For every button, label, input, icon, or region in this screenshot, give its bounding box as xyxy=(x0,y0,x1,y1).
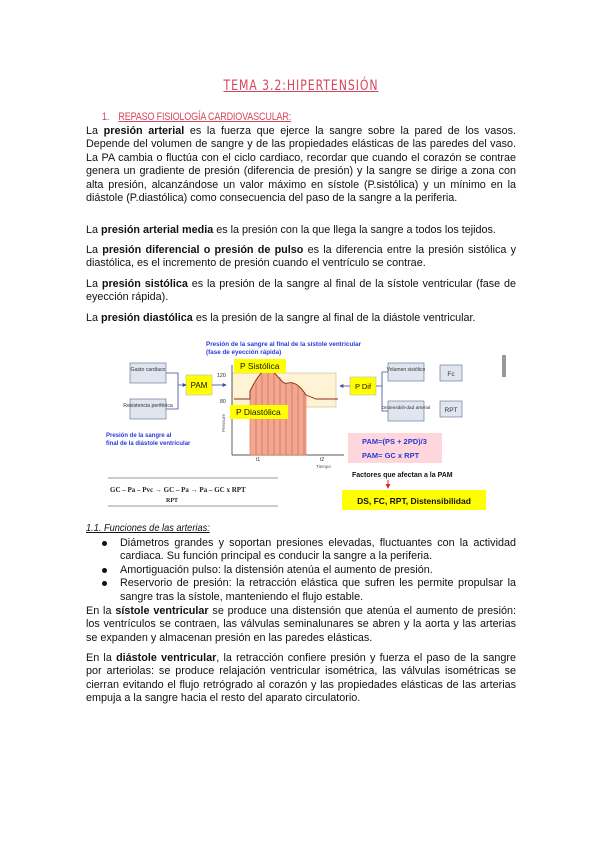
text-run: se produce una distensión que atenúa el aumento de presión: los ventrículos se contraen, las válvulas seminalunares se abren y la aorta y las arterias se expanden y almacenan presión en las paredes elásticas. xyxy=(86,605,516,644)
term-presion-arterial: presión arterial xyxy=(103,125,185,137)
factores-list: DS, FC, RPT, Distensibilidad xyxy=(357,496,471,506)
paragraph-presion-diferencial xyxy=(86,244,516,271)
bullet-icon xyxy=(102,568,107,573)
text-run: es la presión de la sangre al final de la diástole ventricular. xyxy=(192,312,476,324)
list-item xyxy=(86,577,516,604)
box-distensibilidad xyxy=(388,401,424,421)
text-run: La xyxy=(86,244,103,256)
label-distensibilidad: Distensibili-dad arterial xyxy=(381,406,431,411)
label-fc: Fc xyxy=(447,371,455,378)
paragraph-presion-sistolica xyxy=(86,278,516,305)
functions-list xyxy=(86,537,516,604)
text-run: En la xyxy=(86,605,116,617)
section-number: 1. xyxy=(102,111,110,123)
caption-top-line1: Presión de la sangre al final de la sístole ventricular xyxy=(206,341,362,348)
label-resistencia: Resistencia periférica xyxy=(123,403,173,409)
label-rpt: RPT xyxy=(444,407,458,414)
equation-pam-1: PAM=(PS + 2PD)/3 xyxy=(362,437,427,446)
list-item-text: Amortiguación pulso: la distensión atenúa el aumento de presión. xyxy=(120,563,433,576)
list-item-text: Reservorio de presión: la retracción elástica que sufren les permite propulsar la sangre tras la sístole, manteniendo el flujo estable. xyxy=(120,577,516,603)
t2-label: t2 xyxy=(320,457,325,463)
term-sistole: sístole ventricular xyxy=(115,605,209,617)
term-presion-sistolica: presión sistólica xyxy=(101,278,188,290)
term-presion-media: presión arterial media xyxy=(101,224,214,236)
label-p-dif: P Dif xyxy=(354,382,372,391)
paragraph-diastole xyxy=(86,652,516,706)
list-item-text: Diámetros grandes y soportan presiones elevadas, fluctuantes con la actividad cardiaca. Su función principal es conducir la sangre a la periferia. xyxy=(120,537,516,563)
list-item xyxy=(86,564,516,577)
section-heading-1 xyxy=(102,111,291,123)
bullet-icon xyxy=(102,541,107,546)
scroll-marker xyxy=(502,355,506,377)
text-run: La xyxy=(86,224,102,236)
text-run: En la xyxy=(86,652,117,664)
pressure-diagram xyxy=(106,337,510,519)
text-run: , la retracción confiere presión y fuerza el paso de la sangre por arteriolas: se produce relajación ventricular isométrica, las válvulas isométricas se cierran evitando el flujo retrógrado al corazón y las propiedades elásticas de las arterias empuja a la sangre hacia el resto del aparato circulatorio. xyxy=(86,652,517,705)
term-diastole: diástole ventricular xyxy=(116,652,217,664)
y-tick-80: 80 xyxy=(219,399,226,405)
caption-left-line2: final de la diástole ventricular xyxy=(106,441,191,447)
term-presion-diferencial: presión diferencial o presión de pulso xyxy=(102,244,304,256)
term-presion-diastolica: presión diastólica xyxy=(101,312,193,324)
label-gasto: Gasto cardiaco xyxy=(130,367,166,373)
section-title: REPASO FISIOLOGÍA CARDIOVASCULAR: xyxy=(118,111,292,123)
text-run: es la presión con la que llega la sangre a todos los tejidos. xyxy=(213,224,496,236)
formula: GC – Pa – Pvc → GC – Pa → Pa – GC x RPT xyxy=(110,486,246,494)
equation-pam-2: PAM= GC x RPT xyxy=(362,451,420,460)
box-resistencia xyxy=(130,399,166,419)
paragraph-sistole xyxy=(86,605,516,645)
text-run: La xyxy=(86,278,102,290)
label-p-diastolica: P Diastólica xyxy=(236,407,281,417)
y-tick-120: 120 xyxy=(216,373,226,379)
list-item xyxy=(86,537,516,564)
label-p-sistolica: P Sistólica xyxy=(240,361,280,371)
box-gasto xyxy=(130,363,166,383)
formula-denominator: RPT xyxy=(166,498,178,504)
label-pam: PAM xyxy=(190,381,208,390)
t1-label: t1 xyxy=(256,457,261,463)
label-volumen: Volumen sistólico xyxy=(386,367,426,373)
text-run: es la fuerza que ejerce la sangre sobre la pared de los vasos. Depende del volumen de sangre y de las propiedades elásticas de las paredes del vaso. La PA cambia o fluctúa con el ciclo cardiaco, recordar que cuando el corazón se contrae genera un gradiente de presión (diferencia de presión) y la sangre se dirige a zona con alta presión, alcanzándose un valor máximo en sístole (P.sistólica) y un mínimo en la diástole (P.diastólica) como consecuencia del paso de la sangre a la periferia. xyxy=(86,125,517,205)
text-run: es la presión de la sangre al final de la sístole ventricular (fase de eyección rápida). xyxy=(86,278,516,304)
paragraph-presion-diastolica xyxy=(86,312,516,325)
arrow-gasto-pam xyxy=(166,373,186,385)
factores-label: Factores que afectan a la PAM xyxy=(352,472,453,479)
x-axis-label: Tiempo xyxy=(316,464,331,469)
caption-top-line2: (fase de eyección rápida) xyxy=(206,349,282,356)
paragraph-presion-arterial xyxy=(86,125,516,205)
caption-left-line1: Presión de la sangre al xyxy=(106,433,172,439)
section-heading-1-1: 1.1. Funciones de las arterias: xyxy=(86,522,210,534)
text-run: La xyxy=(86,125,104,137)
text-run: La xyxy=(86,312,102,324)
text-run: es la diferencia entre la presión sistólica y diastólica, es el incremento de presión cuando el ventrículo se contrae. xyxy=(86,244,517,270)
y-axis-label: Pressure xyxy=(221,413,226,432)
page-title: TEMA 3.2:HIPERTENSIÓN xyxy=(223,78,379,94)
arrow-volumen-pdif xyxy=(376,372,388,386)
bullet-icon xyxy=(102,581,107,586)
paragraph-presion-media xyxy=(86,224,516,237)
